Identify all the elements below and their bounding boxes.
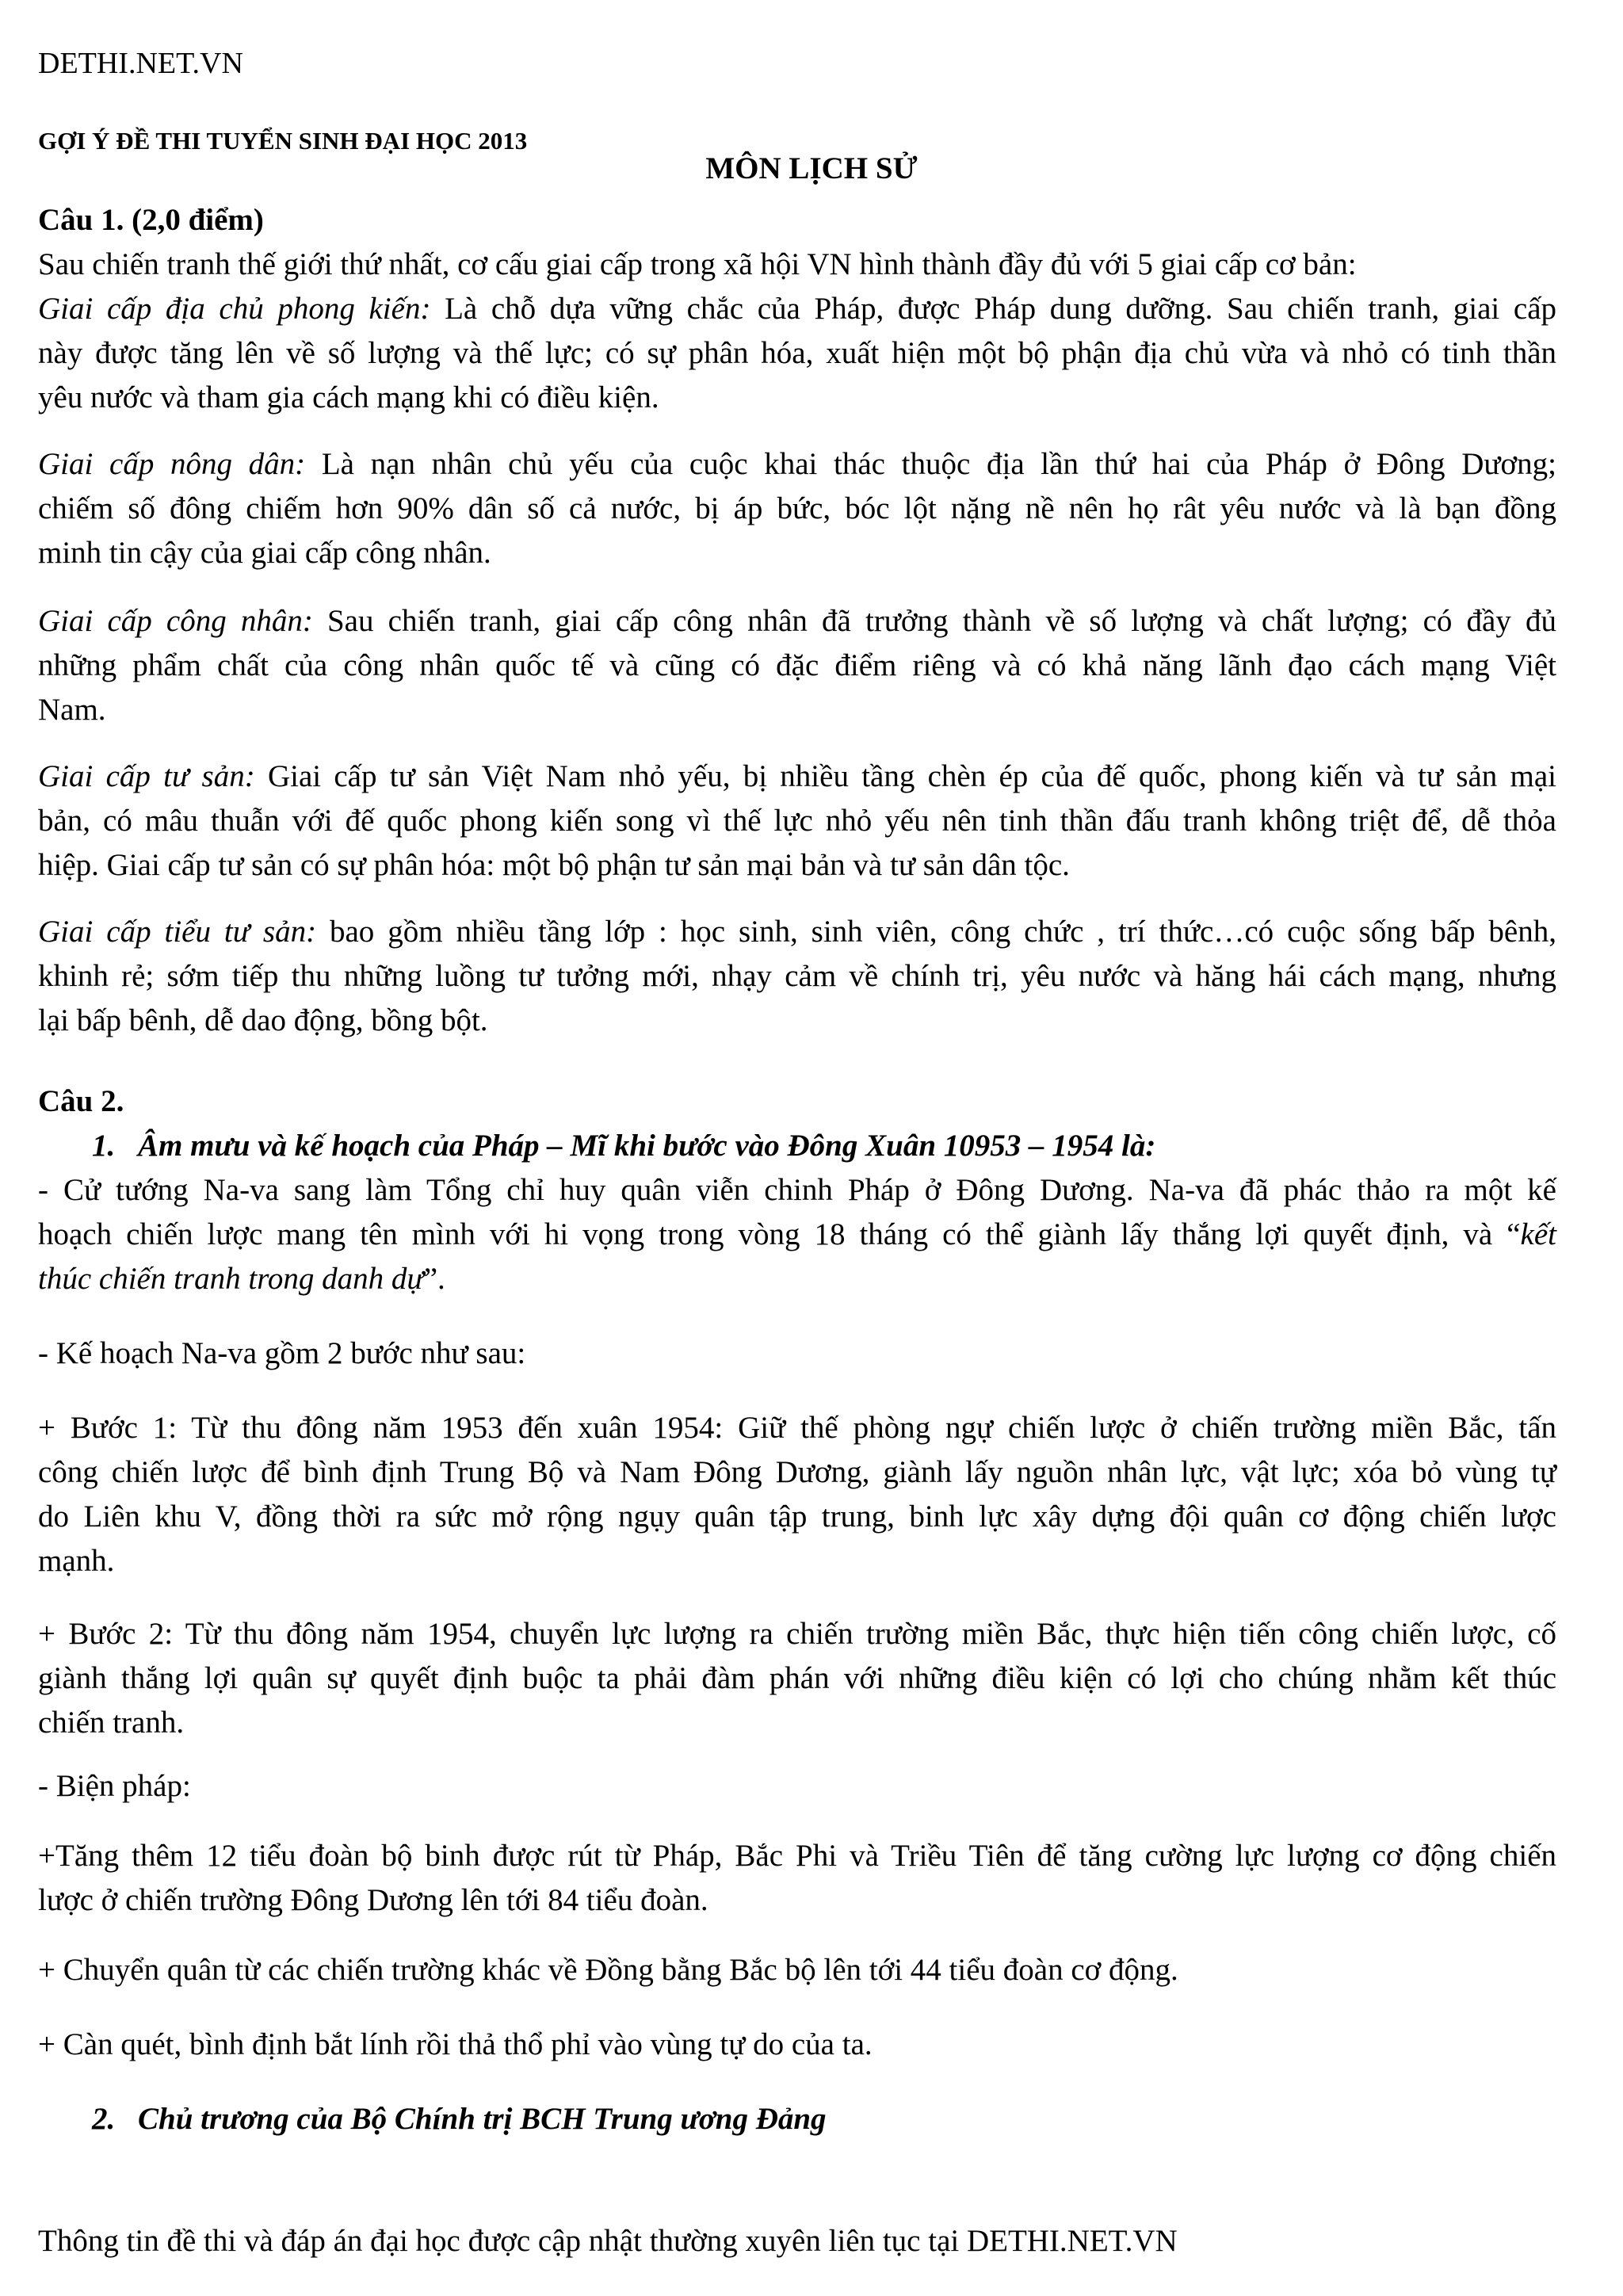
step-1-line-1: + Bước 1: Từ thu đông năm 1953 đến xuân 1954: Giữ thế phòng ngự chiến lược ở chiến trường miền Bắc, tấn [38, 1411, 1556, 1445]
item-number: 2. [92, 2102, 116, 2136]
paragraph-petty-bourgeois-line-1 [38, 910, 1556, 954]
paragraph-peasant-line-1 [38, 442, 1556, 487]
step-2-line-3: chiến tranh. [38, 1706, 185, 1740]
text: Sau chiến tranh, giai cấp công nhân đã trưởng thành về số lượng và chất lượng; có đầy đủ [312, 604, 1556, 638]
paragraph-bourgeois-line-1 [38, 755, 1556, 799]
document-subtitle: GỢI Ý ĐỀ THI TUYỂN SINH ĐẠI HỌC 2013 [38, 127, 528, 155]
quote-end: ”. [423, 1262, 445, 1296]
label-worker: Giai cấp công nhân: [38, 604, 313, 638]
navarre-line-2 [38, 1213, 1556, 1257]
measure-1-line-2: lược ở chiến trường Đông Dương lên tới 84 tiểu đoàn. [38, 1883, 708, 1917]
plan-intro: - Kế hoạch Na-va gồm 2 bước như sau: [38, 1336, 526, 1370]
question-1-heading: Câu 1. (2,0 điểm) [38, 203, 264, 237]
paragraph-worker-line-2: những phẩm chất của công nhân quốc tế và cũng có đặc điểm riêng và có khả năng lãnh đạo cách mạng Việt [38, 648, 1556, 682]
paragraph-worker-line-1 [38, 599, 1556, 644]
measure-3: + Càn quét, bình định bắt lính rồi thả thổ phỉ vào vùng tự do của ta. [38, 2027, 873, 2061]
label-peasant: Giai cấp nông dân: [38, 447, 306, 481]
numbered-heading-2 [92, 2097, 827, 2141]
question-2-heading: Câu 2. [38, 1084, 124, 1118]
item-text: Âm mưu và kế hoạch của Pháp – Mĩ khi bước vào Đông Xuân 10953 – 1954 là: [138, 1129, 1156, 1163]
label-landlord: Giai cấp địa chủ phong kiến: [38, 292, 431, 326]
text: hoạch chiến lược mang tên mình với hi vọng trong vòng 18 tháng có thể giành lấy thắng lợi quyết định, và “ [38, 1217, 1521, 1251]
item-text: Chủ trương của Bộ Chính trị BCH Trung ương Đảng [138, 2102, 827, 2136]
text: Là nạn nhân chủ yếu của cuộc khai thác thuộc địa lần thứ hai của Pháp ở Đông Dương; [305, 447, 1556, 481]
paragraph-landlord-line-2: này được tăng lên về số lượng và thế lực; có sự phân hóa, xuất hiện một bộ phận địa chủ vừa và nhỏ có tinh thần [38, 336, 1556, 370]
paragraph-petty-bourgeois-line-3: lại bấp bênh, dễ dao động, bồng bột. [38, 1003, 488, 1037]
label-petty-bourgeois: Giai cấp tiểu tư sản: [38, 915, 317, 949]
paragraph-peasant-line-3: minh tin cậy của giai cấp công nhân. [38, 536, 491, 570]
paragraph-bourgeois-line-3: hiệp. Giai cấp tư sản có sự phân hóa: một bộ phận tư sản mại bản và tư sản dân tộc. [38, 848, 1070, 882]
question-1-intro: Sau chiến tranh thế giới thứ nhất, cơ cấu giai cấp trong xã hội VN hình thành đầy đủ với 5 giai cấp cơ bản: [38, 247, 1357, 281]
text: bao gồm nhiều tầng lớp : học sinh, sinh viên, công chức , trí thức…có cuộc sống bấp bênh, [316, 915, 1556, 949]
measure-1-line-1: +Tăng thêm 12 tiểu đoàn bộ binh được rút từ Pháp, Bắc Phi và Triều Tiên để tăng cường lực lượng cơ động chiến [38, 1839, 1556, 1873]
page-footer: Thông tin đề thi và đáp án đại học được cập nhật thường xuyên liên tục tại DETHI.NET.VN [38, 2224, 1178, 2258]
measures-heading: - Biện pháp: [38, 1769, 191, 1803]
measure-2: + Chuyển quân từ các chiến trường khác về Đồng bằng Bắc bộ lên tới 44 tiểu đoàn cơ động. [38, 1953, 1178, 1987]
navarre-line-3 [38, 1257, 445, 1301]
item-number: 1. [92, 1129, 116, 1163]
step-2-line-1: + Bước 2: Từ thu đông năm 1954, chuyển lực lượng ra chiến trường miền Bắc, thực hiện tiến công chiến lược, cố [38, 1617, 1556, 1651]
label-bourgeois: Giai cấp tư sản: [38, 759, 255, 793]
numbered-heading-1 [92, 1124, 1155, 1168]
paragraph-worker-line-3: Nam. [38, 693, 106, 727]
document-title: MÔN LỊCH SỬ [705, 151, 918, 185]
paragraph-peasant-line-2: chiếm số đông chiếm hơn 90% dân số cả nước, bị áp bức, bóc lột nặng nề nên họ rât yêu nước và là bạn đồng [38, 491, 1556, 525]
step-1-line-3: do Liên khu V, đồng thời ra sức mở rộng ngụy quân tập trung, binh lực xây dựng đội quân cơ động chiến lược [38, 1499, 1556, 1534]
navarre-line-1: - Cử tướng Na-va sang làm Tổng chỉ huy quân viễn chinh Pháp ở Đông Dương. Na-va đã phác thảo ra một kế [38, 1173, 1556, 1207]
step-2-line-2: giành thắng lợi quân sự quyết định buộc ta phải đàm phán với những điều kiện có lợi cho chúng nhằm kết thúc [38, 1661, 1556, 1695]
step-1-line-4: mạnh. [38, 1544, 115, 1578]
site-header: DETHI.NET.VN [38, 47, 243, 80]
step-1-line-2: công chiến lược để bình định Trung Bộ và Nam Đông Dương, giành lấy nguồn nhân lực, vật lực; xóa bỏ vùng tự [38, 1455, 1556, 1489]
text: Giai cấp tư sản Việt Nam nhỏ yếu, bị nhiều tầng chèn ép của đế quốc, phong kiến và tư sản mại [254, 759, 1557, 793]
quote-start: kết [1520, 1217, 1556, 1251]
paragraph-landlord-line-3: yêu nước và tham gia cách mạng khi có điều kiện. [38, 380, 659, 415]
text: Là chỗ dựa vững chắc của Pháp, được Pháp dung dưỡng. Sau chiến tranh, giai cấp [430, 292, 1557, 326]
paragraph-bourgeois-line-2: bản, có mâu thuẫn với đế quốc phong kiến song vì thế lực nhỏ yếu nên tinh thần đấu tranh không triệt để, dễ thỏa [38, 804, 1556, 838]
quote-text: thúc chiến tranh trong danh dự [38, 1262, 424, 1296]
paragraph-petty-bourgeois-line-2: khinh rẻ; sớm tiếp thu những luồng tư tưởng mới, nhạy cảm về chính trị, yêu nước và hăng hái cách mạng, nhưng [38, 959, 1556, 993]
paragraph-landlord-line-1 [38, 287, 1556, 331]
